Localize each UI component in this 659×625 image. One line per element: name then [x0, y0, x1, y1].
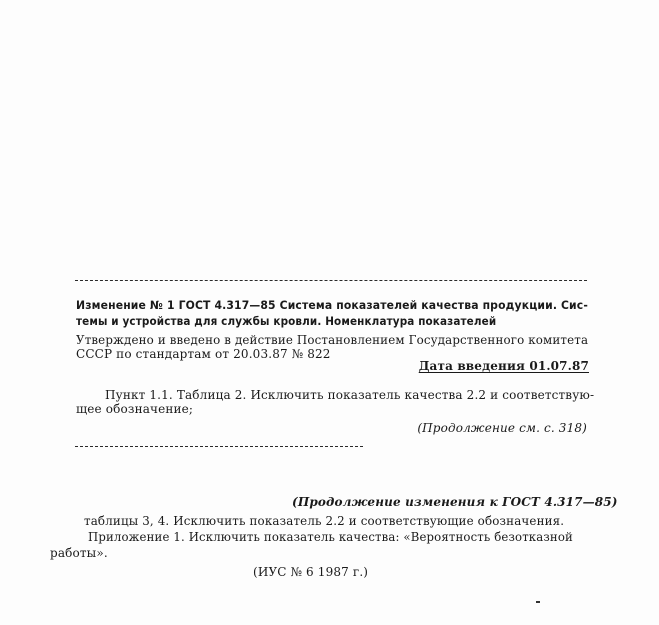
item-text-line-1: Пункт 1.1. Таблица 2. Исключить показатель качества 2.2 и соответствую- [105, 388, 595, 402]
item-text-line-2: щее обозначение; [76, 402, 194, 416]
appendix-line-1: Приложение 1. Исключить показатель качества: «Вероятность безотказной [88, 530, 573, 544]
effective-date: Дата введения 01.07.87 [418, 359, 589, 373]
source-note: (ИУС № 6 1987 г.) [253, 565, 369, 579]
continuation-header: (Продолжение изменения к ГОСТ 4.317—85) [292, 495, 618, 509]
scan-speck [536, 601, 540, 603]
top-divider [75, 280, 587, 281]
appendix-line-2: работы». [50, 546, 108, 560]
amendment-heading-line-1: Изменение № 1 ГОСТ 4.317—85 Система показателей качества продукции. Сис- [76, 298, 588, 312]
approval-line-2: СССР по стандартам от 20.03.87 № 822 [76, 347, 331, 361]
approval-line-1: Утверждено и введено в действие Постановлением Государственного комитета [76, 333, 589, 347]
lower-divider [75, 446, 363, 447]
continued-note: (Продолжение см. с. 318) [417, 421, 587, 435]
amendment-heading-line-2: темы и устройства для службы кровли. Номенклатура показателей [76, 314, 497, 328]
tables-line: таблицы 3, 4. Исключить показатель 2.2 и соответствующие обозначения. [84, 514, 565, 528]
